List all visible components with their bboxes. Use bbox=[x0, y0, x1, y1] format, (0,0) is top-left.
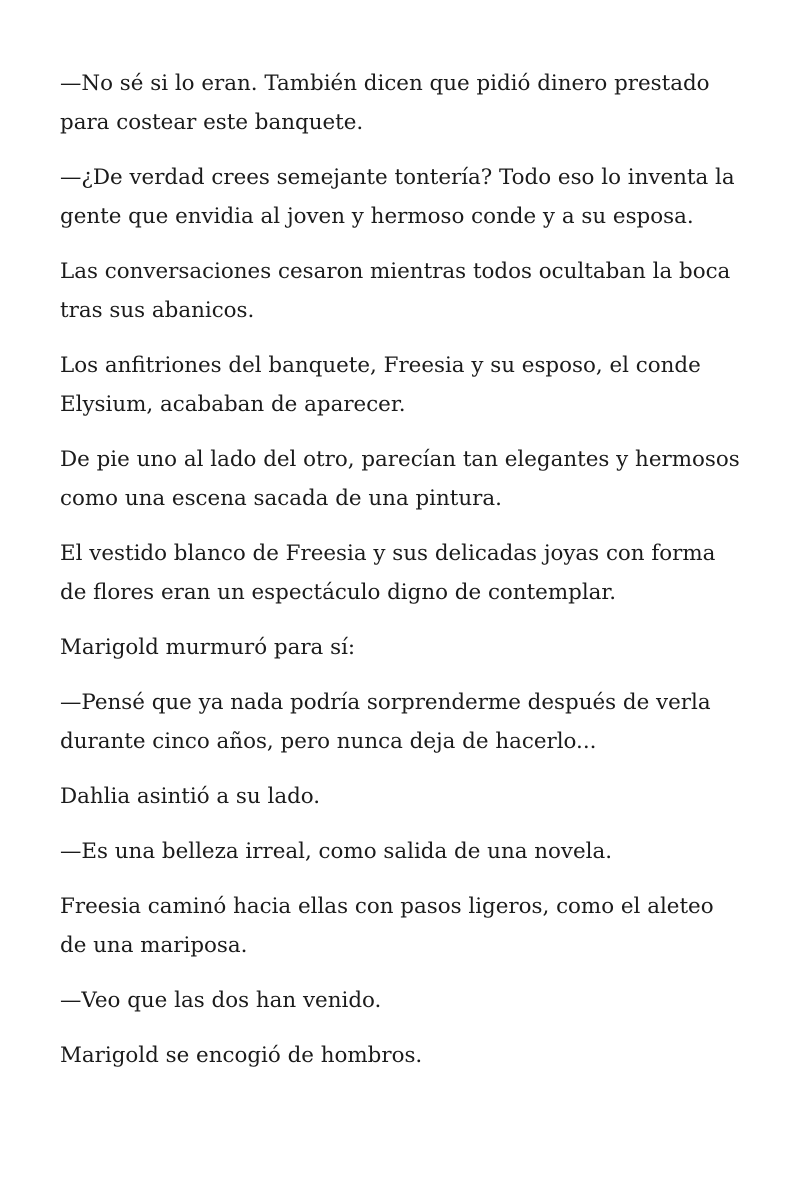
paragraph: —No sé si lo eran. También dicen que pidió dinero prestado para costear este banquete. bbox=[60, 71, 710, 135]
paragraph: —¿De verdad crees semejante tontería? Todo eso lo inventa la gente que envidia al joven y hermoso conde y a su esposa. bbox=[60, 165, 735, 229]
paragraph: Dahlia asintió a su lado. bbox=[60, 784, 321, 809]
paragraph: —Veo que las dos han venido. bbox=[60, 988, 382, 1013]
paragraph: Las conversaciones cesaron mientras todos ocultaban la boca tras sus abanicos. bbox=[60, 259, 731, 323]
paragraph: Marigold se encogió de hombros. bbox=[60, 1043, 423, 1068]
paragraph: —Pensé que ya nada podría sorprenderme después de verla durante cinco años, pero nunca deja de hacerlo... bbox=[60, 690, 711, 754]
paragraph: El vestido blanco de Freesia y sus delicadas joyas con forma de flores eran un espectáculo digno de contemplar. bbox=[60, 541, 716, 605]
paragraph: Marigold murmuró para sí: bbox=[60, 635, 356, 660]
paragraph: Freesia caminó hacia ellas con pasos ligeros, como el aleteo de una mariposa. bbox=[60, 894, 714, 958]
paragraph: Los anfitriones del banquete, Freesia y su esposo, el conde Elysium, acababan de aparecer. bbox=[60, 353, 701, 417]
paragraph: —Es una belleza irreal, como salida de una novela. bbox=[60, 839, 613, 864]
paragraph: De pie uno al lado del otro, parecían tan elegantes y hermosos como una escena sacada de una pintura. bbox=[60, 447, 740, 511]
